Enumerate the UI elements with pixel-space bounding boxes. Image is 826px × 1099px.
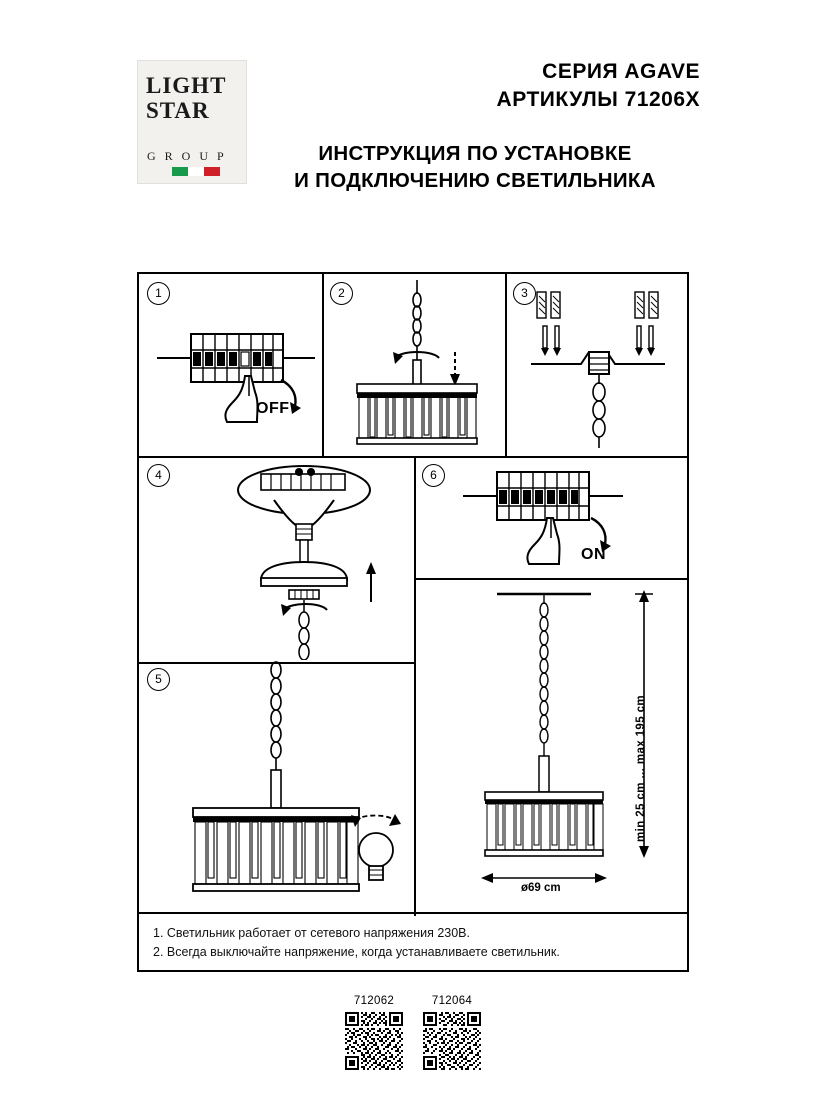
label-off: OFF [256,400,290,417]
step-6-illustration [459,462,659,577]
divider-horizontal-3 [414,578,687,580]
note-line-2: 2. Всегда выключайте напряжение, когда устанавливаете светильник. [153,945,560,959]
qr-group-1 [340,995,408,1070]
divider-vertical-3 [414,456,416,580]
qr-code-icon-2 [423,1012,481,1070]
step-1-illustration [153,306,318,431]
brand-logo [137,60,247,184]
divider-vertical-1 [322,274,324,456]
instruction-diagram-frame [137,272,689,972]
logo-group-text: G R O U P [147,149,227,163]
step-5-illustration [169,660,415,912]
logo-wordmark [146,73,242,123]
divider-vertical-2 [505,274,507,456]
label-on: ON [581,546,606,563]
step-2-illustration [329,280,505,452]
logo-line-1: LIGHT [146,73,227,98]
document-title [250,140,700,194]
qr-code-label-2: 712064 [431,995,473,1007]
note-line-1: 1. Светильник работает от сетевого напряжения 230В. [153,926,470,940]
step-badge-6: 6 [422,464,445,487]
step-badge-2: 2 [330,282,353,305]
divider-horizontal-1 [139,456,687,458]
header-product-info [497,58,700,114]
logo-line-2: STAR [146,98,210,123]
step-badge-1: 1 [147,282,170,305]
dimension-diameter-label: ø69 cm [521,882,561,894]
step-4-illustration [199,462,409,660]
step-badge-4: 4 [147,464,170,487]
notes-box [139,912,687,970]
italian-flag-icon [172,167,220,176]
series-name: СЕРИЯ AGAVE [542,60,700,83]
step-badge-3: 3 [513,282,536,305]
title-line-2: И ПОДКЛЮЧЕНИЮ СВЕТИЛЬНИКА [294,169,656,192]
qr-group-2 [418,995,486,1070]
step-3-illustration [511,280,687,452]
qr-code-icon-1 [345,1012,403,1070]
article-numbers: АРТИКУЛЫ 71206X [496,88,700,111]
qr-code-label-1: 712062 [353,995,395,1007]
step-badge-5: 5 [147,668,170,691]
title-line-1: ИНСТРУКЦИЯ ПО УСТАНОВКЕ [318,142,632,165]
document-header [0,48,826,208]
dimensions-illustration [439,586,685,906]
dimension-height-label: min 25 cm ... max 195 cm [635,694,647,842]
